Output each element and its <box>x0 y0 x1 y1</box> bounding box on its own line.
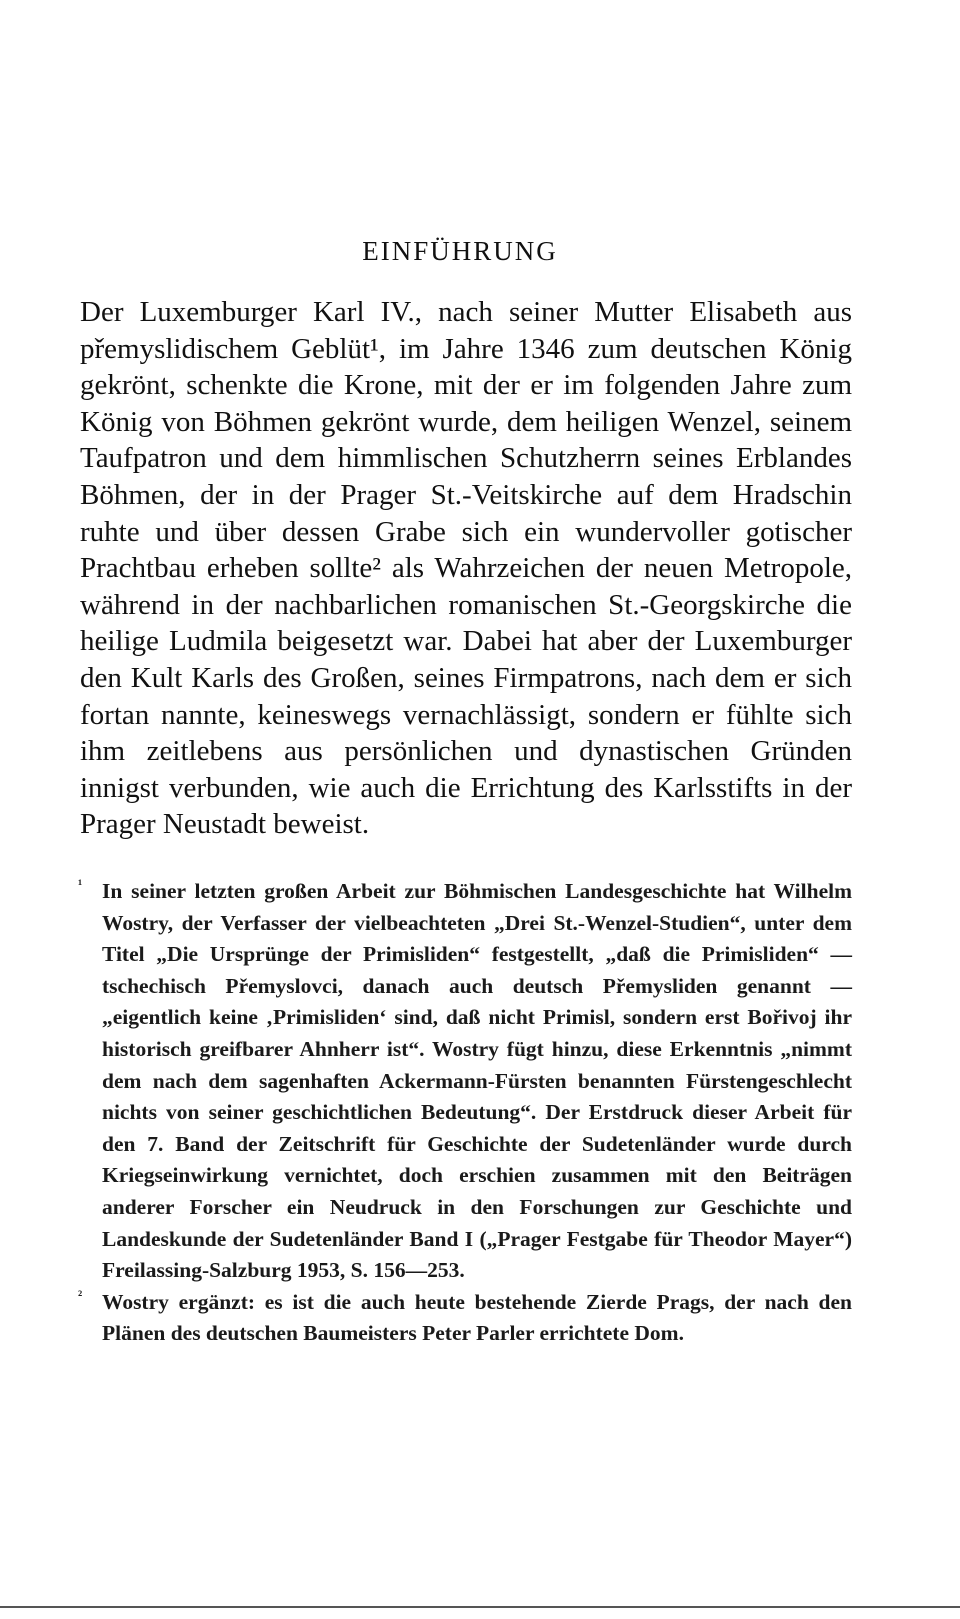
page-edge-line <box>0 1606 960 1608</box>
footnote-1 <box>78 876 852 1287</box>
footnote-marker: ² <box>78 1288 83 1304</box>
footnote-text: Wostry ergänzt: es ist die auch heute bestehende Zierde Prags, der nach den Plänen des deutschen Baumeisters Peter Parler errichtete Dom. <box>102 1289 852 1346</box>
footnote-text: In seiner letzten großen Arbeit zur Böhmischen Landesgeschichte hat Wilhelm Wostry, der Verfasser der vielbeachteten „Drei St.-Wenzel-Studien“, unter dem Titel „Die Ursprünge der Primisliden“ festgestellt, „daß die Primisliden“ — tschechisch Přemyslovci, danach auch deutsch Přemysliden genannt — „eigentlich keine ‚Primisliden‘ sind, daß nicht Primisl, sondern erst Bořivoj ihr historisch greifbarer Ahnherr ist“. Wostry fügt hinzu, diese Erkenntnis „nimmt dem nach dem sagenhaften Ackermann-Fürsten benannten Fürstengeschlecht nichts von seiner geschichtlichen Bedeutung“. Der Erstdruck dieser Arbeit für den 7. Band der Zeitschrift für Geschichte der Sudetenländer wurde durch Kriegseinwirkung vernichtet, doch erschien zusammen mit den Beiträgen anderer Forscher ein Neudruck in den Forschungen zur Geschichte und Landeskunde der Sudetenländer Band I („Prager Festgabe für Theodor Mayer“) Freilassing-Salzburg 1953, S. 156—253. <box>102 879 852 1283</box>
footnotes <box>78 876 852 1350</box>
chapter-heading: EINFÜHRUNG <box>362 236 558 266</box>
footnote-2 <box>78 1287 852 1350</box>
main-paragraph: Der Luxemburger Karl IV., nach seiner Mutter Elisabeth aus přemyslidischem Geblüt¹, im Jahre 1346 zum deutschen König gekrönt, schenkte die Krone, mit der er im folgenden Jahre zum König von Böhmen gekrönt wurde, dem heiligen Wenzel, seinem Taufpatron und dem himmlischen Schutzherrn seines Erblandes Böhmen, der in der Prager St.-Veitskirche auf dem Hradschin ruhte und über dessen Grabe sich ein wundervoller gotischer Prachtbau erheben sollte² als Wahrzeichen der neuen Metropole, während in der nachbarlichen romanischen St.-Georgskirche die heilige Ludmila beigesetzt war. Dabei hat aber der Luxemburger den Kult Karls des Großen, seines Firmpatrons, nach dem er sich fortan nannte, keineswegs vernachlässigt, sondern er fühlte sich ihm zeitlebens aus persönlichen und dynastischen Gründen innigst verbunden, wie auch die Errichtung des Karlsstifts in der Prager Neustadt beweist. <box>80 296 852 841</box>
footnote-marker: ¹ <box>78 878 83 893</box>
